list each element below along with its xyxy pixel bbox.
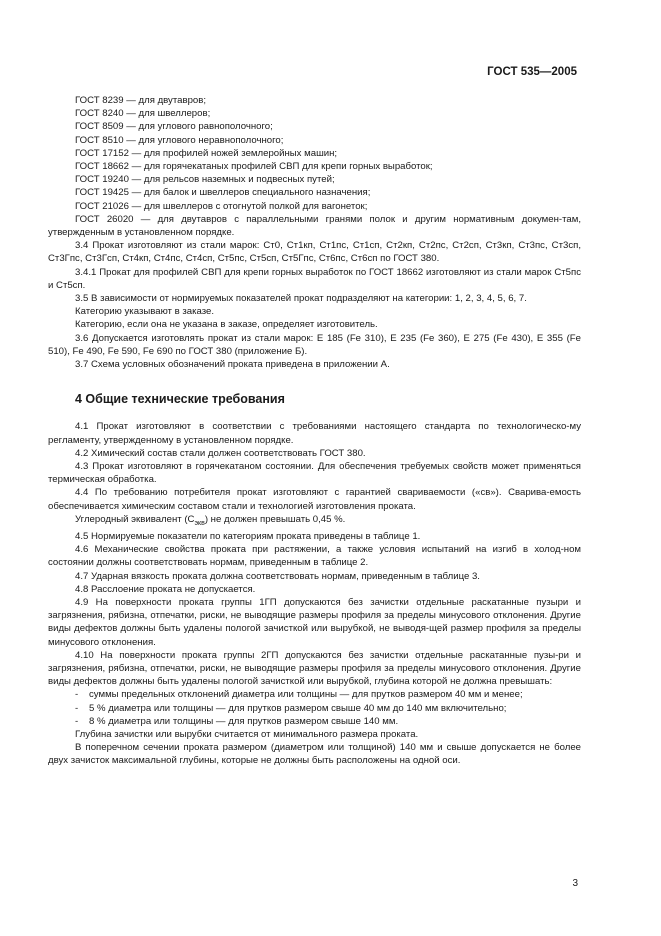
clause-4-8: 4.8 Расслоение проката не допускается. [75,583,256,595]
gost-list-item: ГОСТ 8510 — для углового неравнополочного; [75,134,284,146]
page-number: 3 [572,878,578,889]
clause-4-6: 4.6 Механические свойства проката при растяжении, а также условия испытаний на изгиб в холод-ном состоянии должны соответствовать нормам, приведенным в таблице 2. [48,544,581,569]
clause-4-2: 4.2 Химический состав стали должен соответствовать ГОСТ 380. [75,447,366,459]
clause-4-4-carbon-equivalent [48,513,581,530]
list-item [48,715,581,728]
document-header: ГОСТ 535—2005 [487,66,577,78]
clause-4-10: 4.10 На поверхности проката группы 2ГП допускаются без зачистки отдельные раскатанные пузы-ри и загрязнения, рябизна, отпечатки, риски, не выводящие размеры профиля за пределы минусового отклонения. Другие виды дефектов должны быть удалены пологой зачисткой или вырубкой, глубина которой не должна превышать: [48,649,581,688]
gost-list [48,94,581,239]
clause-4-1: 4.1 Прокат изготовляют в соответствии с требованиями настоящего стандарта по технологическо-му регламенту, утвержденному в установленном порядке. [48,421,581,446]
gost-list-item-last: ГОСТ 26020 — для двутавров с параллельными гранями полок и другим нормативным докумен-там, утвержденным в установленном порядке. [48,213,581,239]
clause-4-10-note: Глубина зачистки или вырубки считается от минимального размера проката. [75,729,419,741]
carbon-eq-subscript: экв [194,519,205,527]
gost-list-item: ГОСТ 19240 — для рельсов наземных и подвесных путей; [75,174,335,186]
carbon-eq-text-end: ) не должен превышать 0,45 %. [204,513,346,525]
gost-list-item: ГОСТ 17152 — для профилей ножей землеройных машин; [75,147,338,159]
dash-marker: - [75,715,79,727]
clause-3-4: 3.4 Прокат изготовляют из стали марок: Ст0, Ст1кп, Ст1пс, Ст1сп, Ст2кп, Ст2пс, Ст2сп, Ст3кп, Ст3пс, Ст3сп, Ст3Гпс, Ст3Гсп, Ст4кп, Ст4пс, Ст4сп, Ст5пс, Ст5сп, Ст5Гпс, Ст6пс, Ст6сп по ГОСТ 380. [48,240,581,265]
clause-3-5: 3.5 В зависимости от нормируемых показателей прокат подразделяют на категории: 1, 2, 3, 4, 5, 6, 7. [75,293,527,305]
clause-4-10-note-2: В поперечном сечении проката размером (диаметром или толщиной) 140 мм и свыше допускается не более двух зачисток максимальной глубины, которые не должны быть расположены на одной оси. [48,742,581,767]
clause-3-6: 3.6 Допускается изготовлять прокат из стали марок: Е 185 (Fe 310), Е 235 (Fe 360), Е 275 (Fe 430), Е 355 (Fe 510), Fe 490, Fe 590, Fe 690 по ГОСТ 380 (приложение Б). [48,332,581,357]
list-item [48,688,581,701]
clause-3-5-note: Категорию указывают в заказе. [75,306,215,318]
gost-list-item: ГОСТ 19425 — для балок и швеллеров специального назначения; [75,187,371,199]
depth-limit-list [48,688,581,728]
clause-4-5: 4.5 Нормируемые показатели по категориям проката приведены в таблице 1. [75,531,421,542]
clause-4-4: 4.4 По требованию потребителя прокат изготовляют с гарантией свариваемости («св»). Сварива-емость обеспечивается химическим составом стали и технологией изготовления проката. [48,487,581,512]
clause-3-7: 3.7 Схема условных обозначений проката приведена в приложении А. [75,359,390,371]
carbon-eq-text: Углеродный эквивалент (С [75,513,195,525]
clause-4-3: 4.3 Прокат изготовляют в горячекатаном состоянии. Для обеспечения требуемых свойств может применяться термическая обработка. [48,461,581,486]
document-body [48,94,581,768]
clause-4-7: 4.7 Ударная вязкость проката должна соответствовать нормам, приведенным в таблице 3. [75,570,480,582]
gost-list-item: ГОСТ 8239 — для двутавров; [75,95,207,106]
clause-4-9: 4.9 На поверхности проката группы 1ГП допускаются без зачистки отдельные раскатанные пузыри и загрязнения, рябизна, отпечатки, риски, не выводящие размеры профиля за пределы минусового отклонения. Другие виды дефектов должны быть удалены пологой зачисткой или вырубкой, не выводя-щей размер профиля за пределы минусового отклонения. [48,597,581,648]
list-item-text: 5 % диаметра или толщины — для прутков размером свыше 40 мм до 140 мм включительно; [89,702,507,714]
section-4-title: 4 Общие технические требования [75,392,285,407]
gost-list-item: ГОСТ 21026 — для швеллеров с отогнутой полкой для вагонеток; [75,200,368,212]
dash-marker: - [75,702,79,714]
gost-list-item: ГОСТ 8240 — для швеллеров; [75,108,211,120]
gost-list-item: ГОСТ 8509 — для углового равнополочного; [75,121,273,133]
list-item-text: суммы предельных отклонений диаметра или толщины — для прутков размером 40 мм и менее; [89,689,523,701]
clause-3-4-1: 3.4.1 Прокат для профилей СВП для крепи горных выработок по ГОСТ 18662 изготовляют из стали марок Ст5пс и Ст5сп. [48,266,581,291]
list-item [48,702,581,715]
gost-list-item: ГОСТ 18662 — для горячекатаных профилей СВП для крепи горных выработок; [75,161,433,173]
list-item-text: 8 % диаметра или толщины — для прутков размером свыше 140 мм. [89,715,399,727]
dash-marker: - [75,689,79,701]
clause-3-5-note-2: Категорию, если она не указана в заказе, определяет изготовитель. [75,319,378,331]
